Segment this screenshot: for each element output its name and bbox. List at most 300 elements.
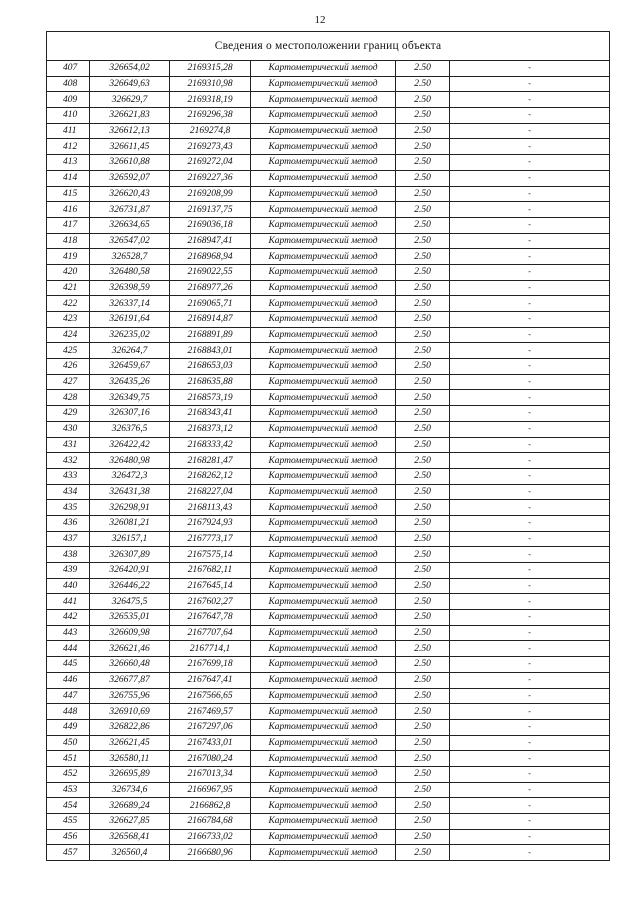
method-cell: Картометрический метод [251, 829, 396, 845]
table-row [47, 170, 610, 186]
table-row [47, 845, 610, 861]
table-row [47, 547, 610, 563]
point-number-cell: 431 [47, 437, 90, 453]
method-cell: Картометрический метод [251, 782, 396, 798]
y-coordinate-cell: 2169315,28 [170, 61, 251, 77]
method-cell: Картометрический метод [251, 531, 396, 547]
table-row [47, 343, 610, 359]
y-coordinate-cell: 2167013,34 [170, 766, 251, 782]
description-cell: - [450, 531, 610, 547]
point-number-cell: 442 [47, 610, 90, 626]
accuracy-cell: 2.50 [396, 704, 450, 720]
description-cell: - [450, 233, 610, 249]
accuracy-cell: 2.50 [396, 92, 450, 108]
y-coordinate-cell: 2168373,12 [170, 421, 251, 437]
method-cell: Картометрический метод [251, 249, 396, 265]
y-coordinate-cell: 2168635,88 [170, 374, 251, 390]
y-coordinate-cell: 2168968,94 [170, 249, 251, 265]
table-row [47, 735, 610, 751]
point-number-cell: 407 [47, 61, 90, 77]
y-coordinate-cell: 2169022,55 [170, 264, 251, 280]
method-cell: Картометрический метод [251, 641, 396, 657]
x-coordinate-cell: 326475,5 [90, 594, 170, 610]
description-cell: - [450, 76, 610, 92]
point-number-cell: 425 [47, 343, 90, 359]
point-number-cell: 453 [47, 782, 90, 798]
accuracy-cell: 2.50 [396, 343, 450, 359]
point-number-cell: 451 [47, 751, 90, 767]
x-coordinate-cell: 326264,7 [90, 343, 170, 359]
x-coordinate-cell: 326398,59 [90, 280, 170, 296]
point-number-cell: 447 [47, 688, 90, 704]
y-coordinate-cell: 2168343,41 [170, 406, 251, 422]
method-cell: Картометрический метод [251, 61, 396, 77]
accuracy-cell: 2.50 [396, 829, 450, 845]
point-number-cell: 430 [47, 421, 90, 437]
method-cell: Картометрический метод [251, 766, 396, 782]
x-coordinate-cell: 326422,42 [90, 437, 170, 453]
y-coordinate-cell: 2168914,87 [170, 312, 251, 328]
description-cell: - [450, 468, 610, 484]
x-coordinate-cell: 326431,38 [90, 484, 170, 500]
accuracy-cell: 2.50 [396, 547, 450, 563]
method-cell: Картометрический метод [251, 421, 396, 437]
table-row [47, 296, 610, 312]
point-number-cell: 416 [47, 202, 90, 218]
y-coordinate-cell: 2167080,24 [170, 751, 251, 767]
method-cell: Картометрический метод [251, 719, 396, 735]
y-coordinate-cell: 2167714,1 [170, 641, 251, 657]
x-coordinate-cell: 326081,21 [90, 515, 170, 531]
method-cell: Картометрический метод [251, 155, 396, 171]
method-cell: Картометрический метод [251, 845, 396, 861]
accuracy-cell: 2.50 [396, 610, 450, 626]
description-cell: - [450, 829, 610, 845]
y-coordinate-cell: 2166784,68 [170, 814, 251, 830]
method-cell: Картометрический метод [251, 735, 396, 751]
y-coordinate-cell: 2168227,04 [170, 484, 251, 500]
table-row [47, 76, 610, 92]
table-row [47, 139, 610, 155]
table-row [47, 829, 610, 845]
y-coordinate-cell: 2167647,41 [170, 672, 251, 688]
table-row [47, 249, 610, 265]
accuracy-cell: 2.50 [396, 578, 450, 594]
point-number-cell: 426 [47, 359, 90, 375]
y-coordinate-cell: 2167924,93 [170, 515, 251, 531]
x-coordinate-cell: 326547,02 [90, 233, 170, 249]
point-number-cell: 433 [47, 468, 90, 484]
point-number-cell: 434 [47, 484, 90, 500]
point-number-cell: 417 [47, 217, 90, 233]
accuracy-cell: 2.50 [396, 390, 450, 406]
accuracy-cell: 2.50 [396, 563, 450, 579]
x-coordinate-cell: 326634,65 [90, 217, 170, 233]
table-row [47, 327, 610, 343]
table-row [47, 421, 610, 437]
description-cell: - [450, 327, 610, 343]
y-coordinate-cell: 2167699,18 [170, 657, 251, 673]
x-coordinate-cell: 326609,98 [90, 625, 170, 641]
accuracy-cell: 2.50 [396, 359, 450, 375]
x-coordinate-cell: 326611,45 [90, 139, 170, 155]
accuracy-cell: 2.50 [396, 766, 450, 782]
y-coordinate-cell: 2168281,47 [170, 453, 251, 469]
table-row [47, 359, 610, 375]
point-number-cell: 429 [47, 406, 90, 422]
description-cell: - [450, 312, 610, 328]
accuracy-cell: 2.50 [396, 625, 450, 641]
point-number-cell: 435 [47, 500, 90, 516]
point-number-cell: 446 [47, 672, 90, 688]
table-row [47, 782, 610, 798]
y-coordinate-cell: 2168947,41 [170, 233, 251, 249]
description-cell: - [450, 437, 610, 453]
accuracy-cell: 2.50 [396, 217, 450, 233]
method-cell: Картометрический метод [251, 672, 396, 688]
accuracy-cell: 2.50 [396, 641, 450, 657]
x-coordinate-cell: 326695,89 [90, 766, 170, 782]
description-cell: - [450, 343, 610, 359]
table-row [47, 186, 610, 202]
table-row [47, 625, 610, 641]
accuracy-cell: 2.50 [396, 751, 450, 767]
accuracy-cell: 2.50 [396, 186, 450, 202]
accuracy-cell: 2.50 [396, 155, 450, 171]
method-cell: Картометрический метод [251, 108, 396, 124]
accuracy-cell: 2.50 [396, 735, 450, 751]
method-cell: Картометрический метод [251, 327, 396, 343]
y-coordinate-cell: 2167645,14 [170, 578, 251, 594]
point-number-cell: 424 [47, 327, 90, 343]
point-number-cell: 448 [47, 704, 90, 720]
table-row [47, 500, 610, 516]
table-row [47, 641, 610, 657]
point-number-cell: 443 [47, 625, 90, 641]
table-title: Сведения о местоположении границ объекта [47, 32, 610, 61]
y-coordinate-cell: 2166967,95 [170, 782, 251, 798]
point-number-cell: 423 [47, 312, 90, 328]
x-coordinate-cell: 326660,48 [90, 657, 170, 673]
page-number: 12 [314, 14, 326, 26]
x-coordinate-cell: 326620,43 [90, 186, 170, 202]
table-row [47, 515, 610, 531]
description-cell: - [450, 61, 610, 77]
method-cell: Картометрический метод [251, 390, 396, 406]
description-cell: - [450, 155, 610, 171]
table-row [47, 751, 610, 767]
description-cell: - [450, 735, 610, 751]
accuracy-cell: 2.50 [396, 672, 450, 688]
point-number-cell: 415 [47, 186, 90, 202]
x-coordinate-cell: 326580,11 [90, 751, 170, 767]
point-number-cell: 454 [47, 798, 90, 814]
accuracy-cell: 2.50 [396, 170, 450, 186]
method-cell: Картометрический метод [251, 484, 396, 500]
accuracy-cell: 2.50 [396, 484, 450, 500]
accuracy-cell: 2.50 [396, 657, 450, 673]
table-row [47, 312, 610, 328]
accuracy-cell: 2.50 [396, 688, 450, 704]
y-coordinate-cell: 2167682,11 [170, 563, 251, 579]
point-number-cell: 421 [47, 280, 90, 296]
method-cell: Картометрический метод [251, 170, 396, 186]
y-coordinate-cell: 2169036,18 [170, 217, 251, 233]
description-cell: - [450, 657, 610, 673]
accuracy-cell: 2.50 [396, 437, 450, 453]
x-coordinate-cell: 326755,96 [90, 688, 170, 704]
table-row [47, 437, 610, 453]
y-coordinate-cell: 2167575,14 [170, 547, 251, 563]
y-coordinate-cell: 2169208,99 [170, 186, 251, 202]
y-coordinate-cell: 2168573,19 [170, 390, 251, 406]
method-cell: Картометрический метод [251, 798, 396, 814]
table-row [47, 798, 610, 814]
table-row [47, 217, 610, 233]
method-cell: Картометрический метод [251, 547, 396, 563]
description-cell: - [450, 610, 610, 626]
description-cell: - [450, 453, 610, 469]
method-cell: Картометрический метод [251, 312, 396, 328]
description-cell: - [450, 170, 610, 186]
y-coordinate-cell: 2166680,96 [170, 845, 251, 861]
accuracy-cell: 2.50 [396, 845, 450, 861]
y-coordinate-cell: 2167773,17 [170, 531, 251, 547]
point-number-cell: 452 [47, 766, 90, 782]
method-cell: Картометрический метод [251, 374, 396, 390]
method-cell: Картометрический метод [251, 578, 396, 594]
y-coordinate-cell: 2168843,01 [170, 343, 251, 359]
table-row [47, 719, 610, 735]
description-cell: - [450, 359, 610, 375]
description-cell: - [450, 139, 610, 155]
accuracy-cell: 2.50 [396, 594, 450, 610]
x-coordinate-cell: 326689,24 [90, 798, 170, 814]
description-cell: - [450, 751, 610, 767]
method-cell: Картометрический метод [251, 468, 396, 484]
point-number-cell: 413 [47, 155, 90, 171]
point-number-cell: 422 [47, 296, 90, 312]
accuracy-cell: 2.50 [396, 139, 450, 155]
x-coordinate-cell: 326337,14 [90, 296, 170, 312]
x-coordinate-cell: 326627,85 [90, 814, 170, 830]
x-coordinate-cell: 326191,64 [90, 312, 170, 328]
accuracy-cell: 2.50 [396, 719, 450, 735]
table-row [47, 704, 610, 720]
table-row [47, 264, 610, 280]
method-cell: Картометрический метод [251, 688, 396, 704]
accuracy-cell: 2.50 [396, 782, 450, 798]
accuracy-cell: 2.50 [396, 406, 450, 422]
table-row [47, 108, 610, 124]
x-coordinate-cell: 326629,7 [90, 92, 170, 108]
x-coordinate-cell: 326610,88 [90, 155, 170, 171]
accuracy-cell: 2.50 [396, 312, 450, 328]
y-coordinate-cell: 2167469,57 [170, 704, 251, 720]
description-cell: - [450, 421, 610, 437]
table-row [47, 406, 610, 422]
description-cell: - [450, 782, 610, 798]
description-cell: - [450, 594, 610, 610]
y-coordinate-cell: 2166862,8 [170, 798, 251, 814]
point-number-cell: 409 [47, 92, 90, 108]
point-number-cell: 457 [47, 845, 90, 861]
point-number-cell: 408 [47, 76, 90, 92]
description-cell: - [450, 563, 610, 579]
description-cell: - [450, 374, 610, 390]
accuracy-cell: 2.50 [396, 61, 450, 77]
point-number-cell: 412 [47, 139, 90, 155]
method-cell: Картометрический метод [251, 343, 396, 359]
table-row [47, 531, 610, 547]
method-cell: Картометрический метод [251, 625, 396, 641]
x-coordinate-cell: 326435,26 [90, 374, 170, 390]
point-number-cell: 418 [47, 233, 90, 249]
x-coordinate-cell: 326731,87 [90, 202, 170, 218]
method-cell: Картометрический метод [251, 217, 396, 233]
description-cell: - [450, 719, 610, 735]
x-coordinate-cell: 326677,87 [90, 672, 170, 688]
x-coordinate-cell: 326568,41 [90, 829, 170, 845]
table-row [47, 155, 610, 171]
point-number-cell: 411 [47, 123, 90, 139]
method-cell: Картометрический метод [251, 202, 396, 218]
table-row [47, 374, 610, 390]
x-coordinate-cell: 326528,7 [90, 249, 170, 265]
y-coordinate-cell: 2168653,03 [170, 359, 251, 375]
x-coordinate-cell: 326654,02 [90, 61, 170, 77]
accuracy-cell: 2.50 [396, 296, 450, 312]
point-number-cell: 439 [47, 563, 90, 579]
point-number-cell: 438 [47, 547, 90, 563]
point-number-cell: 445 [47, 657, 90, 673]
x-coordinate-cell: 326621,83 [90, 108, 170, 124]
boundary-coordinates-table [46, 31, 610, 861]
description-cell: - [450, 578, 610, 594]
y-coordinate-cell: 2167707,64 [170, 625, 251, 641]
x-coordinate-cell: 326298,91 [90, 500, 170, 516]
method-cell: Картометрический метод [251, 814, 396, 830]
table-row [47, 468, 610, 484]
accuracy-cell: 2.50 [396, 453, 450, 469]
description-cell: - [450, 484, 610, 500]
accuracy-cell: 2.50 [396, 264, 450, 280]
method-cell: Картометрический метод [251, 704, 396, 720]
table-row [47, 657, 610, 673]
description-cell: - [450, 515, 610, 531]
method-cell: Картометрический метод [251, 264, 396, 280]
table-title-row [47, 32, 610, 61]
table-row [47, 766, 610, 782]
x-coordinate-cell: 326349,75 [90, 390, 170, 406]
description-cell: - [450, 249, 610, 265]
description-cell: - [450, 672, 610, 688]
x-coordinate-cell: 326459,67 [90, 359, 170, 375]
method-cell: Картометрический метод [251, 594, 396, 610]
method-cell: Картометрический метод [251, 500, 396, 516]
description-cell: - [450, 625, 610, 641]
point-number-cell: 419 [47, 249, 90, 265]
table-row [47, 594, 610, 610]
description-cell: - [450, 500, 610, 516]
description-cell: - [450, 296, 610, 312]
y-coordinate-cell: 2169274,8 [170, 123, 251, 139]
point-number-cell: 432 [47, 453, 90, 469]
point-number-cell: 420 [47, 264, 90, 280]
y-coordinate-cell: 2167647,78 [170, 610, 251, 626]
point-number-cell: 428 [47, 390, 90, 406]
x-coordinate-cell: 326472,3 [90, 468, 170, 484]
table-row [47, 610, 610, 626]
method-cell: Картометрический метод [251, 453, 396, 469]
point-number-cell: 455 [47, 814, 90, 830]
accuracy-cell: 2.50 [396, 280, 450, 296]
y-coordinate-cell: 2169273,43 [170, 139, 251, 155]
description-cell: - [450, 280, 610, 296]
table-row [47, 453, 610, 469]
x-coordinate-cell: 326822,86 [90, 719, 170, 735]
accuracy-cell: 2.50 [396, 76, 450, 92]
y-coordinate-cell: 2169065,71 [170, 296, 251, 312]
method-cell: Картометрический метод [251, 437, 396, 453]
method-cell: Картометрический метод [251, 359, 396, 375]
x-coordinate-cell: 326235,02 [90, 327, 170, 343]
x-coordinate-cell: 326420,91 [90, 563, 170, 579]
accuracy-cell: 2.50 [396, 327, 450, 343]
x-coordinate-cell: 326480,98 [90, 453, 170, 469]
y-coordinate-cell: 2169296,38 [170, 108, 251, 124]
method-cell: Картометрический метод [251, 657, 396, 673]
x-coordinate-cell: 326621,45 [90, 735, 170, 751]
table-row [47, 578, 610, 594]
method-cell: Картометрический метод [251, 751, 396, 767]
accuracy-cell: 2.50 [396, 421, 450, 437]
description-cell: - [450, 704, 610, 720]
point-number-cell: 449 [47, 719, 90, 735]
table-row [47, 563, 610, 579]
method-cell: Картометрический метод [251, 563, 396, 579]
x-coordinate-cell: 326910,69 [90, 704, 170, 720]
table-row [47, 390, 610, 406]
description-cell: - [450, 108, 610, 124]
description-cell: - [450, 217, 610, 233]
accuracy-cell: 2.50 [396, 531, 450, 547]
description-cell: - [450, 766, 610, 782]
description-cell: - [450, 406, 610, 422]
accuracy-cell: 2.50 [396, 515, 450, 531]
y-coordinate-cell: 2168262,12 [170, 468, 251, 484]
x-coordinate-cell: 326307,89 [90, 547, 170, 563]
description-cell: - [450, 123, 610, 139]
method-cell: Картометрический метод [251, 406, 396, 422]
table-row [47, 123, 610, 139]
accuracy-cell: 2.50 [396, 500, 450, 516]
method-cell: Картометрический метод [251, 296, 396, 312]
description-cell: - [450, 202, 610, 218]
point-number-cell: 410 [47, 108, 90, 124]
x-coordinate-cell: 326480,58 [90, 264, 170, 280]
description-cell: - [450, 264, 610, 280]
description-cell: - [450, 390, 610, 406]
description-cell: - [450, 814, 610, 830]
y-coordinate-cell: 2167433,01 [170, 735, 251, 751]
table-row [47, 672, 610, 688]
description-cell: - [450, 547, 610, 563]
y-coordinate-cell: 2169310,98 [170, 76, 251, 92]
method-cell: Картометрический метод [251, 186, 396, 202]
method-cell: Картометрический метод [251, 139, 396, 155]
table-row [47, 814, 610, 830]
